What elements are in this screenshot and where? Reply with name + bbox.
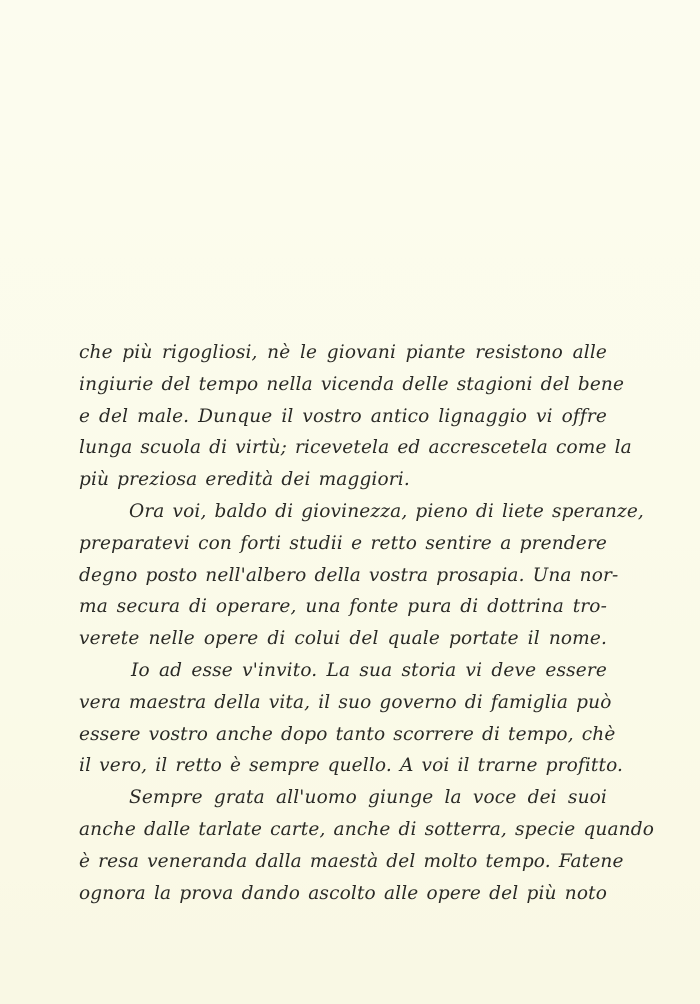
text-line: essere vostro anche dopo tanto scorrere di tempo, chè [79,723,616,745]
text-line: ma secura di operare, una fonte pura di dottrina tro- [79,596,607,618]
text-line: e del male. Dunque il vostro antico lignaggio vi offre [79,405,607,427]
paragraph-start-line: Ora voi, baldo di giovinezza, pieno di liete speranze, [129,500,644,522]
text-line: il vero, il retto è sempre quello. A voi il trarne profitto. [79,755,624,777]
text-line: che più rigogliosi, nè le giovani piante resistono alle [79,342,607,363]
paragraph-start-line: Sempre grata all'uomo giunge la voce dei suoi [129,787,607,809]
text-line: degno posto nell'albero della vostra prosapia. Una nor- [79,564,619,586]
text-line: più preziosa eredità dei maggiori. [79,469,410,491]
text-line: anche dalle tarlate carte, anche di sotterra, specie quando [79,818,655,840]
text-line: è resa veneranda dalla maestà del molto tempo. Fatene [79,850,624,872]
text-line: ognora la prova dando ascolto alle opere del più noto [79,882,607,904]
text-line: lunga scuola di virtù; ricevetela ed accrescetela come la [79,437,632,459]
paragraph-start-line: Io ad esse v'invito. La sua storia vi deve essere [131,659,607,681]
text-line: verete nelle opere di colui del quale portate il nome. [79,628,607,650]
text-line: vera maestra della vita, il suo governo di famiglia può [79,691,612,713]
text-line: preparatevi con forti studii e retto sentire a prendere [79,532,607,554]
text-line: ingiurie del tempo nella vicenda delle stagioni del bene [79,373,625,395]
body-text [79,337,655,909]
